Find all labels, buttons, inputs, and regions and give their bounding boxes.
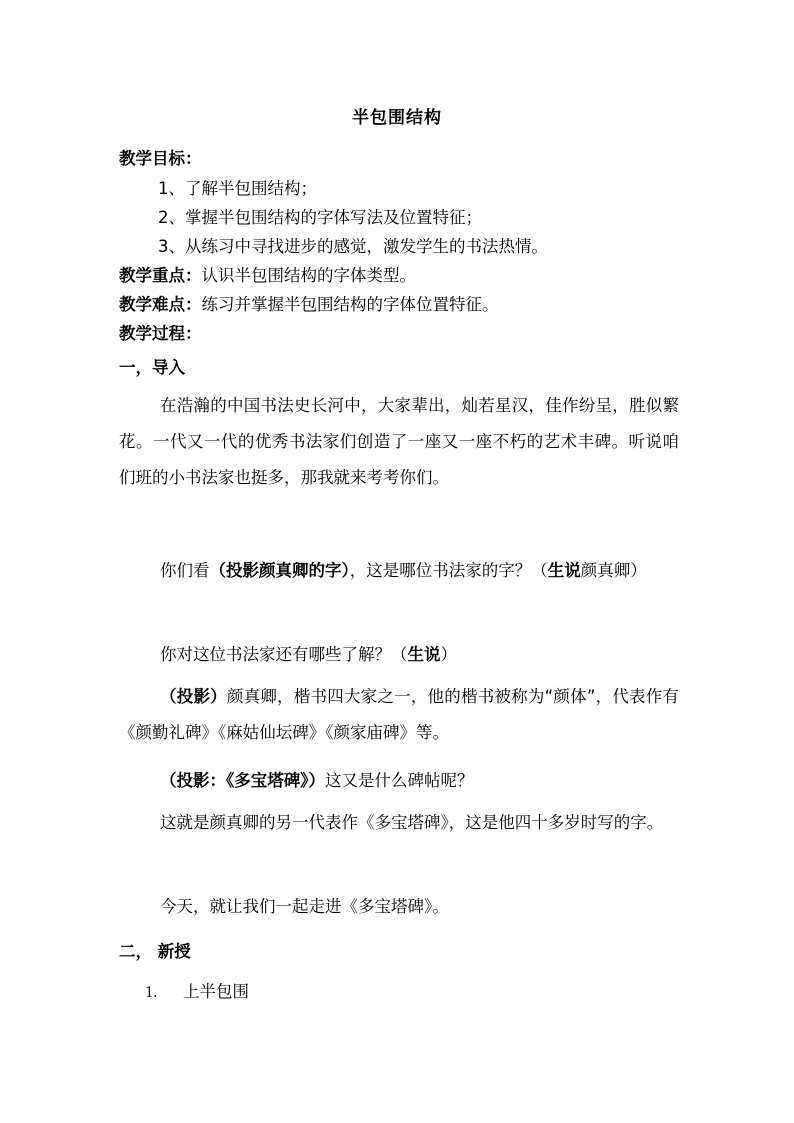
key-point-line <box>119 262 416 286</box>
p3-text-a: 你对这位书法家还有哪些了解？（ <box>160 645 408 664</box>
page-title: 半包围结构 <box>352 108 442 128</box>
difficulty-text: 练习并掌握半包围结构的字体位置特征。 <box>201 295 499 314</box>
p4-projection: （投影） <box>160 687 227 706</box>
duobao-paragraph <box>119 763 679 799</box>
projection-paragraph <box>119 553 679 589</box>
intro-paragraph: 在浩瀚的中国书法史长河中，大家辈出，灿若星汉，佳作纷呈，胜似繁花。一代又一代的优秀书法家们创造了一座又一座不朽的艺术丰碑。听说咱们班的小书法家也挺多，那我就来考考你们。 <box>119 396 679 487</box>
representative-paragraph: 这就是颜真卿的另一代表作《多宝塔碑》，这是他四十多岁时写的字。 <box>160 813 664 832</box>
item1-number: 1. <box>145 982 158 1001</box>
item1-text: 上半包围 <box>183 982 249 1001</box>
question-paragraph <box>119 637 679 673</box>
key-point-text: 认识半包围结构的字体类型。 <box>201 266 416 285</box>
p3-text-c: ） <box>440 645 457 664</box>
process-label: 教学过程： <box>119 324 202 343</box>
p2-text-e: 颜真卿） <box>580 561 647 580</box>
difficulty-line <box>119 291 499 315</box>
objective-item-3: 3、从练习中寻找进步的感觉，激发学生的书法热情。 <box>158 237 548 256</box>
p5-text: 这又是什么碑帖呢？ <box>325 771 474 790</box>
p3-student-says: 生说 <box>407 645 441 664</box>
difficulty-label: 教学难点： <box>119 295 202 314</box>
p4-text: 颜真卿，楷书四大家之一，他的楷书被称为“颜体”，代表作有《颜勤礼碑》《麻姑仙坛碑》《颜家庙碑》等。 <box>119 687 679 742</box>
key-point-label: 教学重点： <box>119 266 202 285</box>
objective-item-1: 1、了解半包围结构； <box>158 179 317 198</box>
objectives-label: 教学目标： <box>119 149 202 168</box>
today-paragraph: 今天，就让我们一起走进《多宝塔碑》。 <box>160 897 449 916</box>
p2-projection: （投影颜真卿的字） <box>209 561 350 580</box>
section1-heading: 一，导入 <box>119 358 185 377</box>
objective-item-2: 2、掌握半包围结构的字体写法及位置特征； <box>158 208 482 227</box>
section2-heading: 二， 新授 <box>119 942 191 961</box>
p2-text-a: 你们看 <box>160 561 210 580</box>
p2-student-says: 生说 <box>547 561 581 580</box>
p5-projection: （投影：《多宝塔碑》） <box>160 771 325 790</box>
p2-text-c: ，这是哪位书法家的字？（ <box>349 561 548 580</box>
new-lesson-item-1 <box>145 978 249 1002</box>
yan-paragraph <box>119 679 679 751</box>
